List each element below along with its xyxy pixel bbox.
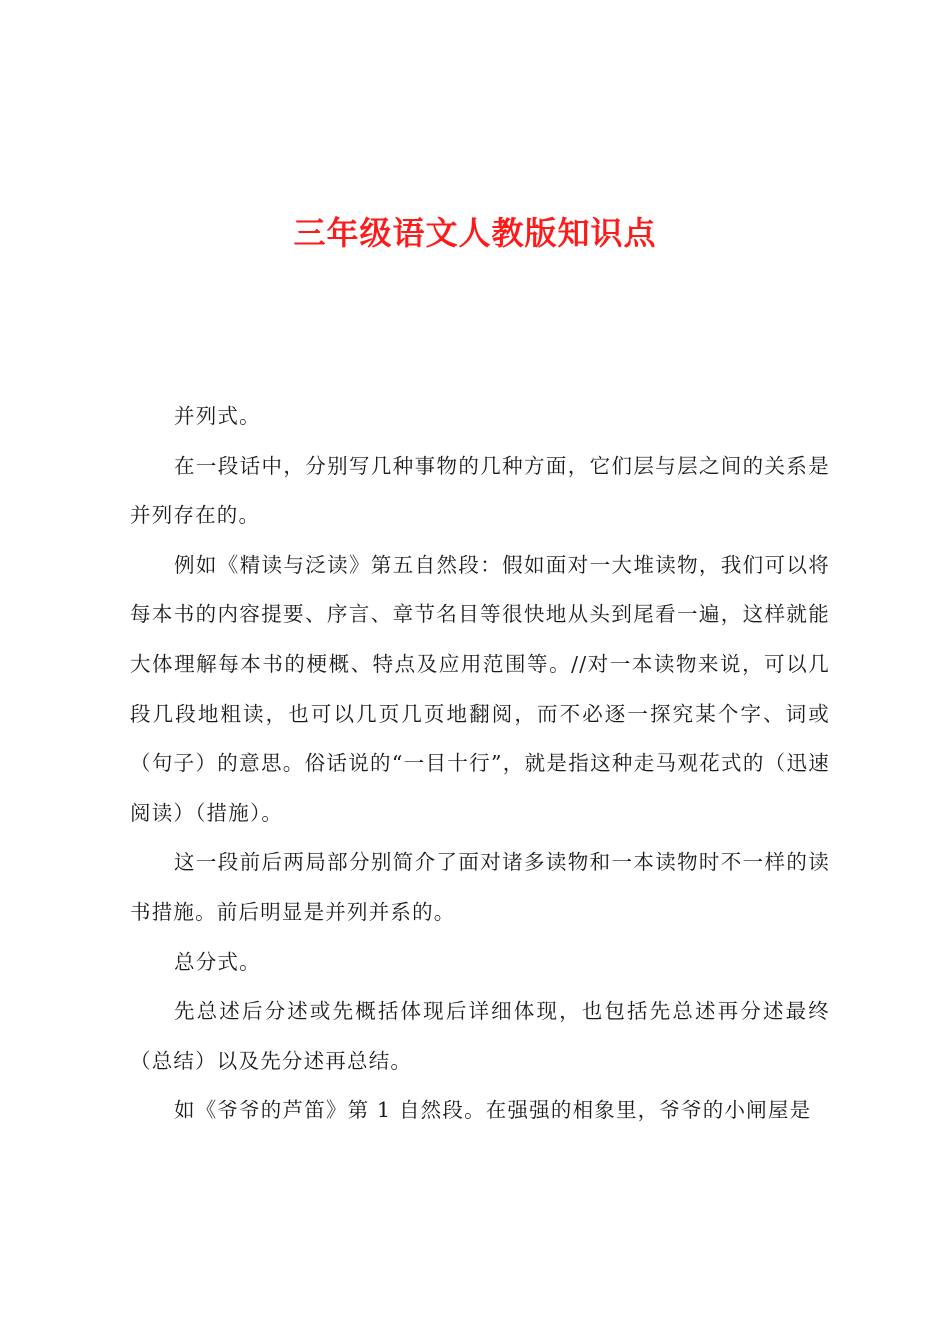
paragraph-parallel-definition: 在一段话中，分别写几种事物的几种方面，它们层与层之间的关系是并列存在的。 — [130, 453, 830, 528]
paragraph-parallel-example: 例如《精读与泛读》第五自然段：假如面对一大堆读物，我们可以将每本书的内容提要、序言、章节名目等很快地从头到尾看一遍，这样就能大体理解每本书的梗概、特点及应用范围等。//对一本读物来说，可以几段几段地粗读，也可以几页几页地翻阅，而不必逐一探究某个字、词或（句子）的意思。俗话说的“一目十行”，就是指这种走马观花式的（迅速阅读）（措施）。 — [130, 552, 830, 825]
paragraph-parallel-analysis: 这一段前后两局部分别简介了面对诸多读物和一本读物时不一样的读书措施。前后明显是并列并系的。 — [130, 850, 830, 924]
paragraph-general-specific-heading: 总分式。 — [174, 949, 261, 974]
paragraph-general-specific-example: 如《爷爷的芦笛》第 1 自然段。在强强的相象里，爷爷的小闸屋是 — [174, 1098, 812, 1123]
document-body — [130, 392, 830, 1136]
paragraph-parallel-heading: 并列式。 — [174, 404, 261, 428]
document-title: 三年级语文人教版知识点 — [293, 214, 657, 252]
paragraph-general-specific-definition: 先总述后分述或先概括体现后详细体现，也包括先总述再分述最终（总结）以及先分述再总结。 — [130, 999, 830, 1073]
